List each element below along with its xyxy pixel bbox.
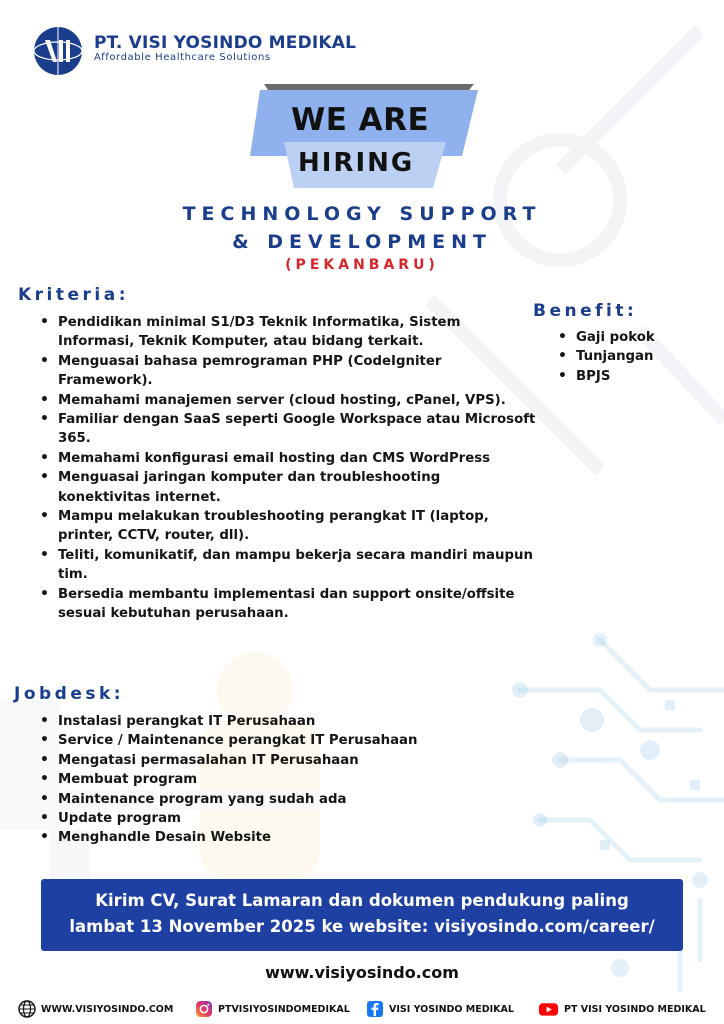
list-item: • Maintenance program yang sudah ada xyxy=(36,790,536,809)
list-item: • Membuat program xyxy=(36,770,536,789)
footer-web-link[interactable] xyxy=(18,1000,173,1018)
banner-line-we-are: WE ARE xyxy=(291,102,430,138)
kriteria-heading: Kriteria: xyxy=(18,285,130,305)
facebook-icon xyxy=(366,1000,384,1018)
list-item: • Tunjangan xyxy=(554,347,714,366)
jobdesk-list xyxy=(36,712,536,848)
cta-line2: lambat 13 November 2025 ke website: visiyosindo.com/career/ xyxy=(69,917,655,936)
footer-youtube-label: PT VISI YOSINDO MEDIKAL xyxy=(564,1003,706,1015)
list-item: • Memahami manajemen server (cloud hosting, cPanel, VPS). xyxy=(36,391,536,410)
position-title-line1: TECHNOLOGY SUPPORT xyxy=(182,203,542,225)
position-title-line2: & DEVELOPMENT xyxy=(232,231,492,253)
list-item: • Mampu melakukan troubleshooting perangkat IT (laptop, printer, CCTV, router, dll). xyxy=(36,507,536,546)
list-item: • Gaji pokok xyxy=(554,328,714,347)
list-item: • Service / Maintenance perangkat IT Perusahaan xyxy=(36,731,536,750)
hiring-banner xyxy=(250,84,480,194)
list-item: • Menguasai bahasa pemrograman PHP (CodeIgniter Framework). xyxy=(36,352,536,391)
benefit-heading: Benefit: xyxy=(533,301,638,321)
footer-instagram-label: PTVISIYOSINDOMEDIKAL xyxy=(218,1003,350,1015)
globe-icon xyxy=(18,1000,36,1018)
footer-web-label: WWW.VISIYOSINDO.COM xyxy=(41,1003,174,1015)
banner-line-hiring: HIRING xyxy=(298,148,415,178)
footer-facebook-label: VISI YOSINDO MEDIKAL xyxy=(389,1003,514,1015)
list-item: • Menguasai jaringan komputer dan troubleshooting konektivitas internet. xyxy=(36,468,536,507)
benefit-list xyxy=(554,328,714,386)
position-title xyxy=(0,200,724,256)
cta-text xyxy=(41,888,683,940)
footer-instagram-link[interactable] xyxy=(195,1000,350,1018)
instagram-icon xyxy=(195,1000,213,1018)
list-item: • Memahami konfigurasi email hosting dan CMS WordPress xyxy=(36,449,536,468)
cta-line1: Kirim CV, Surat Lamaran dan dokumen pendukung paling xyxy=(95,891,629,910)
footer-facebook-link[interactable] xyxy=(366,1000,514,1018)
list-item: • Familiar dengan SaaS seperti Google Workspace atau Microsoft 365. xyxy=(36,410,536,449)
list-item: • Teliti, komunikatif, dan mampu bekerja secara mandiri maupun tim. xyxy=(36,546,536,585)
jobdesk-heading: Jobdesk: xyxy=(14,684,125,704)
position-location: (PEKANBARU) xyxy=(285,257,439,273)
kriteria-list xyxy=(36,313,536,624)
list-item: • Pendidikan minimal S1/D3 Teknik Informatika, Sistem Informasi, Teknik Komputer, atau bidang terkait. xyxy=(36,313,536,352)
youtube-icon xyxy=(538,1000,559,1018)
company-tagline: Affordable Healthcare Solutions xyxy=(94,52,271,63)
list-item: • Menghandle Desain Website xyxy=(36,828,536,847)
list-item: • Instalasi perangkat IT Perusahaan xyxy=(36,712,536,731)
company-name: PT. VISI YOSINDO MEDIKAL xyxy=(94,33,357,53)
list-item: • Mengatasi permasalahan IT Perusahaan xyxy=(36,751,536,770)
footer-youtube-link[interactable] xyxy=(538,1000,706,1018)
list-item: • BPJS xyxy=(554,367,714,386)
cta-box xyxy=(41,879,683,951)
list-item: • Bersedia membantu implementasi dan support onsite/offsite sesuai kebutuhan perusahaan. xyxy=(36,585,536,624)
website-link[interactable]: www.visiyosindo.com xyxy=(265,963,459,982)
list-item: • Update program xyxy=(36,809,536,828)
company-logo xyxy=(33,26,83,76)
footer-social-bar xyxy=(0,997,724,1024)
